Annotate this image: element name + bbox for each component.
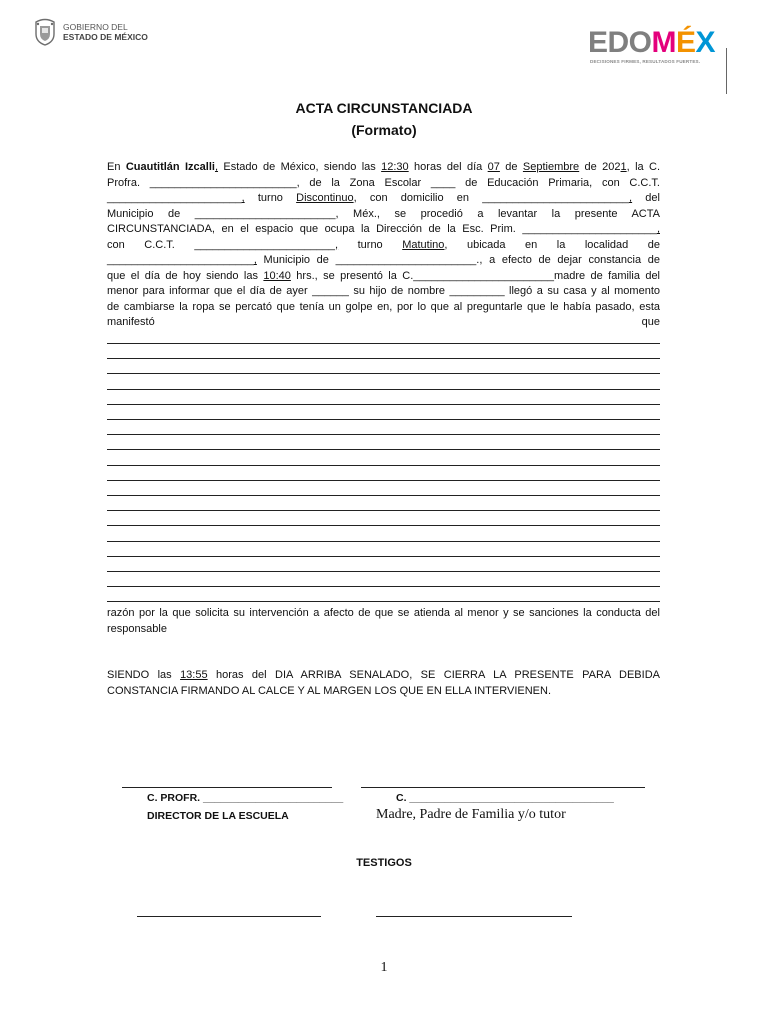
- blank-line: [107, 571, 660, 572]
- paragraph-line: [107, 269, 660, 285]
- blank-line: [107, 586, 660, 587]
- state-seal-icon: [33, 18, 57, 46]
- blank-line: [107, 419, 660, 420]
- paragraph-line-5-seg-0: con C.C.T. _______________________: [107, 238, 336, 251]
- paragraph-line-8-seg-0: menor para informar que el día de ayer ______ su hijo de nombre _________ llegó a su casa y al momento: [107, 285, 660, 297]
- paragraph-line-0-seg-9: de 202: [579, 161, 621, 173]
- reason-line1: razón por la que solicita su intervención a afecto de que se atienda al menor y se sanciones la conducta del: [107, 607, 660, 619]
- document-title: ACTA CIRCUNSTANCIADA: [295, 100, 473, 116]
- director-role: DIRECTOR DE LA ESCUELA: [147, 810, 289, 822]
- blank-line: [107, 495, 660, 496]
- paragraph-line: [107, 238, 660, 254]
- paragraph-line-2-seg-2: turno: [244, 192, 297, 204]
- reason-paragraph: [107, 606, 660, 637]
- paragraph-line-5-seg-4: ubicada en la localidad de: [447, 238, 661, 251]
- paragraph-line-7-seg-2: hrs., se presentó la C._______________________madre de familia del: [290, 269, 661, 282]
- paragraph-line-0-seg-0: En: [107, 161, 126, 173]
- paragraph-line-5-seg-3: Matutino,: [402, 238, 448, 251]
- paragraph-line: [107, 222, 660, 238]
- paragraph-line-0-seg-3: Estado de México, siendo las: [218, 161, 382, 173]
- paragraph-line-0-seg-6: 07: [487, 161, 500, 173]
- document-subtitle: (Formato): [351, 122, 417, 138]
- blank-line: [107, 601, 660, 602]
- signature-line-parent: [361, 787, 645, 788]
- paragraph-line-0-seg-5: horas del día: [408, 161, 488, 173]
- closing-line1-seg-1: 13:55: [180, 669, 208, 681]
- paragraph-line: [107, 191, 660, 207]
- witness-line-1: [137, 916, 321, 917]
- paragraph-line-2-seg-1: ,: [241, 192, 245, 204]
- signature-line-director: [122, 787, 332, 788]
- blank-line: [107, 373, 660, 374]
- paragraph-line: [107, 160, 660, 176]
- paragraph-line-6-seg-1: ,: [253, 254, 257, 266]
- closing-line1: [107, 668, 660, 684]
- paragraph-line-10-seg-0: manifestó que: [107, 316, 660, 328]
- blank-line: [107, 510, 660, 511]
- page-number: 1: [380, 960, 388, 975]
- gobierno-text: [63, 22, 148, 42]
- parent-role: Madre, Padre de Familia y/o tutor: [376, 807, 566, 822]
- edomex-part1: EDO: [588, 26, 652, 59]
- blank-line: [107, 434, 660, 435]
- paragraph-line-4-seg-1: ,: [656, 223, 660, 235]
- gobierno-logo: [33, 18, 148, 46]
- paragraph-line: [107, 207, 660, 223]
- closing-line1-seg-2: horas del DIA ARRIBA SENALADO, SE CIERRA LA PRESENTE PARA DEBIDA: [207, 669, 660, 681]
- paragraph-line: [107, 253, 660, 269]
- paragraph-line-6-seg-2: Municipio de _______________________., a efecto de dejar constancia de: [256, 254, 660, 266]
- gov-line2: ESTADO DE MÉXICO: [63, 32, 148, 42]
- paragraph-line-0-seg-7: de: [499, 161, 523, 173]
- blank-line: [107, 541, 660, 542]
- paragraph-line-7-seg-1: 10:40: [263, 269, 291, 282]
- paragraph-line-6-seg-0: ________________________: [107, 254, 254, 266]
- paragraph-line-0-seg-11: , la C.: [626, 161, 661, 173]
- paragraph-line: [107, 284, 660, 300]
- paragraph-line-3-seg-1: ,: [335, 207, 339, 220]
- paragraph-line-7-seg-0: que el día de hoy siendo las: [107, 269, 264, 282]
- paragraph-line-0-seg-10: 1: [620, 161, 627, 173]
- parent-name-field: C. ___________________________________: [396, 792, 614, 804]
- header-divider: [726, 48, 727, 94]
- acta-paragraph: [107, 160, 660, 331]
- closing-line2: CONSTANCIA FIRMANDO AL CALCE Y AL MARGEN LOS QUE EN ELLA INTERVIENEN.: [107, 684, 551, 697]
- reason-line2: responsable: [107, 622, 167, 635]
- edomex-logo: [588, 26, 715, 60]
- paragraph-line: [107, 176, 660, 192]
- brand-letter: É: [676, 26, 696, 59]
- paragraph-line-0-seg-2: ,: [214, 161, 219, 173]
- blank-line: [107, 389, 660, 390]
- closing-line1-seg-0: SIENDO las: [107, 669, 181, 681]
- brand-letter: M: [651, 26, 677, 59]
- closing-paragraph: [107, 668, 660, 699]
- paragraph-line-2-seg-3: Discontinuo: [296, 192, 354, 204]
- paragraph-line-0-seg-1: Cuautitlán Izcalli: [125, 161, 215, 173]
- blank-line: [107, 449, 660, 450]
- blank-line: [107, 465, 660, 466]
- blank-line: [107, 404, 660, 405]
- paragraph-line-3-seg-0: Municipio de _______________________: [107, 207, 336, 220]
- paragraph-line-3-seg-2: Méx., se procedió a levantar la presente ACTA: [338, 207, 660, 220]
- blank-line: [107, 556, 660, 557]
- witnesses-label: TESTIGOS: [356, 857, 412, 869]
- paragraph-line-4-seg-0: CIRCUNSTANCIADA, en el espacio que ocupa la Dirección de la Esc. Prim. ______________________: [107, 223, 657, 235]
- paragraph-line-2-seg-6: del: [632, 192, 660, 204]
- gov-line1: GOBIERNO DEL: [63, 22, 128, 32]
- paragraph-line-0-seg-8: Septiembre: [522, 161, 580, 173]
- paragraph-line-0-seg-4: 12:30: [381, 161, 409, 173]
- blank-line: [107, 480, 660, 481]
- brand-letter: X: [695, 26, 716, 59]
- paragraph-line-1-seg-0: Profra. ________________________, de la Zona Escolar ____ de Educación Primaria, con C.C.T.: [107, 176, 660, 189]
- paragraph-line-9-seg-0: de cambiarse la ropa se percató que tenía un golpe en, por lo que al preguntarle que le había pasado, esta: [107, 300, 660, 313]
- paragraph-line-2-seg-5: ,: [629, 192, 633, 204]
- paragraph-line-5-seg-2: turno: [338, 238, 403, 251]
- paragraph-line-5-seg-1: ,: [335, 238, 339, 251]
- blank-line: [107, 525, 660, 526]
- paragraph-line: [107, 300, 660, 316]
- edomex-tagline: DECISIONES FIRMES, RESULTADOS FUERTES.: [590, 59, 701, 64]
- paragraph-line-2-seg-4: , con domicilio en ________________________: [353, 192, 630, 204]
- director-name-field: C. PROFR. ________________________: [147, 792, 344, 804]
- witness-line-2: [376, 916, 572, 917]
- blank-line: [107, 358, 660, 359]
- edomex-part2: [652, 26, 716, 59]
- blank-line: [107, 343, 660, 344]
- paragraph-line-2-seg-0: ______________________: [107, 192, 242, 204]
- paragraph-line: [107, 315, 660, 331]
